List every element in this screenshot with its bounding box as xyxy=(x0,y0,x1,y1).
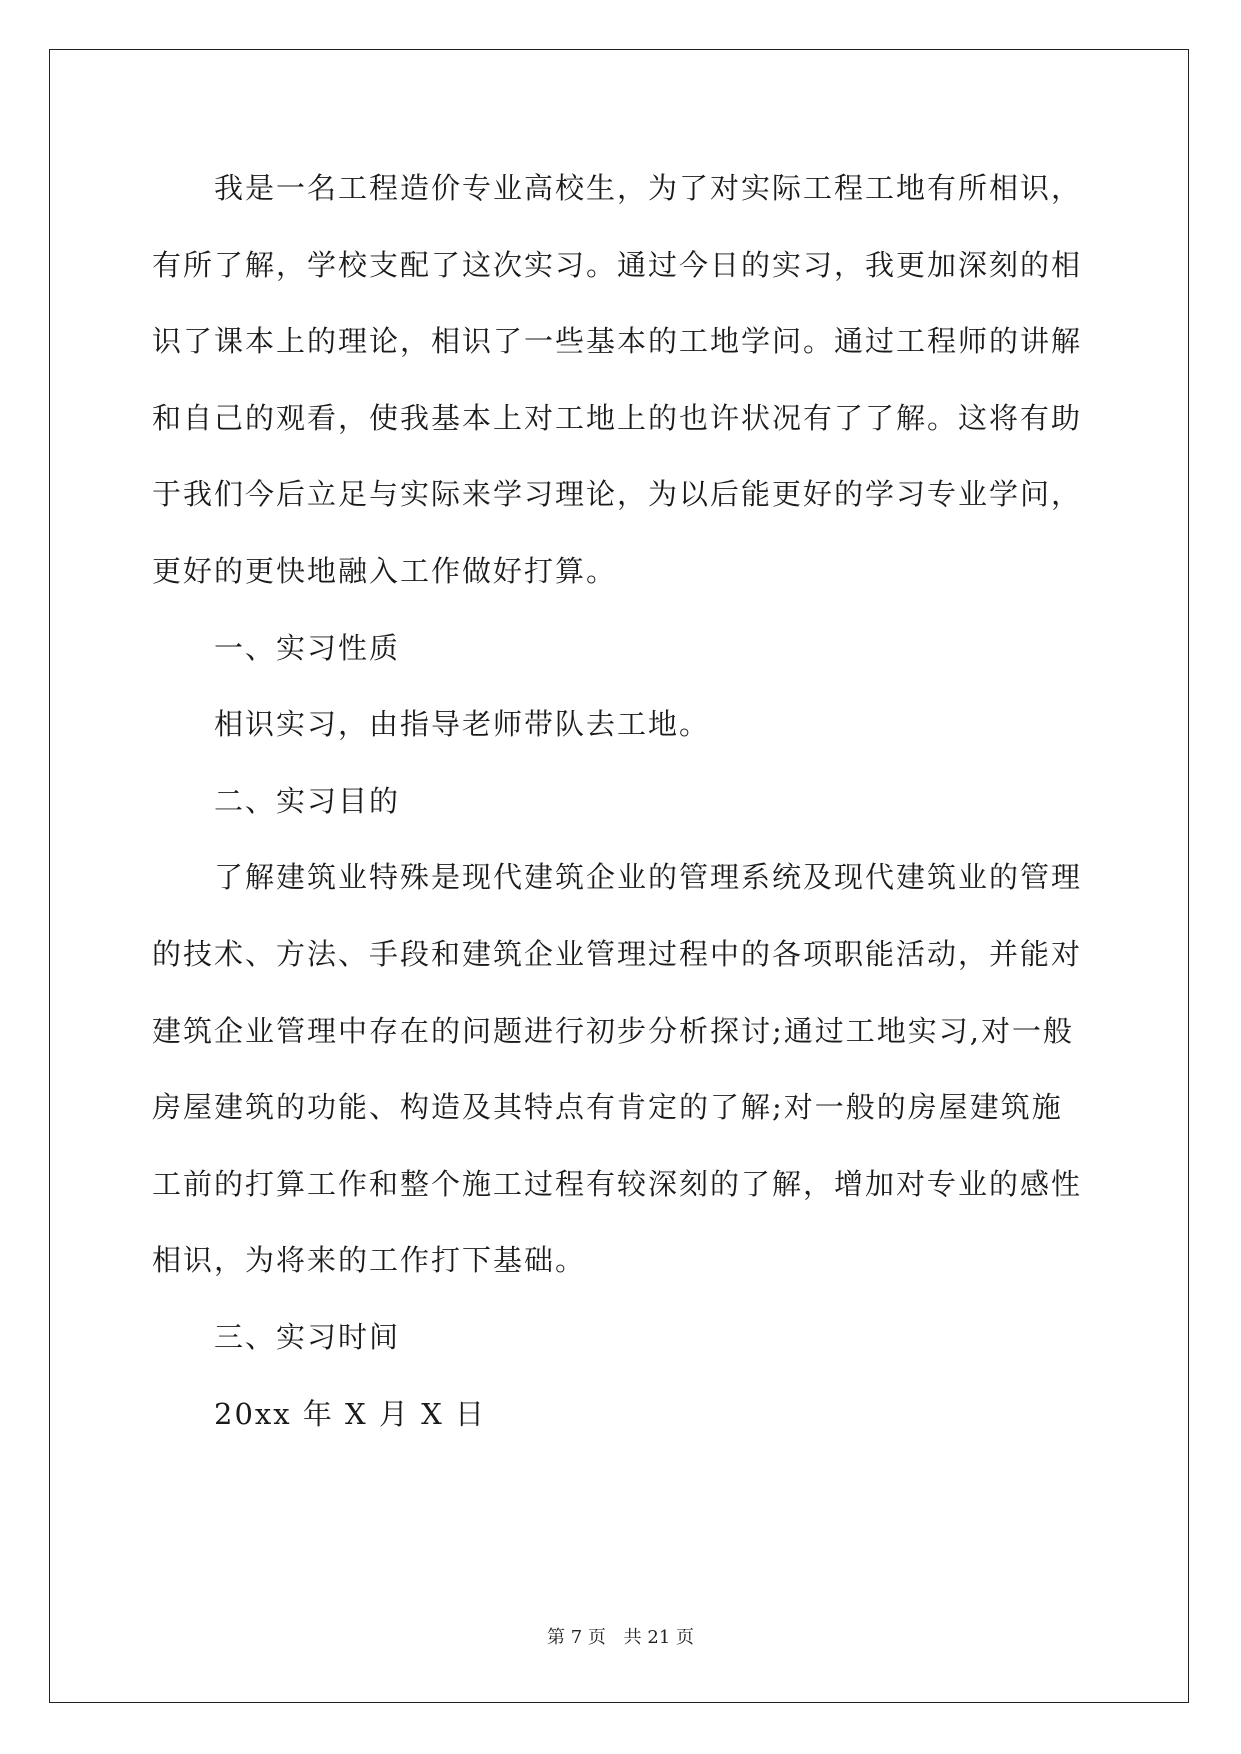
text-line: 有所了解，学校支配了这次实习。通过今日的实习，我更加深刻的相 xyxy=(152,247,1083,282)
text-line: 于我们今后立足与实际来学习理论，为以后能更好的学习专业学问， xyxy=(152,477,1083,512)
page-footer xyxy=(0,1623,1241,1649)
heading-internship-time xyxy=(152,1299,1087,1376)
text-line: 识了课本上的理论，相识了一些基本的工地学问。通过工程师的讲解 xyxy=(152,324,1083,359)
text-line: 20xx 年 X 月 X 日 xyxy=(214,1396,486,1431)
section-heading: 三、实习时间 xyxy=(214,1319,401,1354)
heading-internship-purpose xyxy=(152,763,1087,840)
text-line: 工前的打算工作和整个施工过程有较深刻的了解，增加对专业的感性 xyxy=(152,1166,1083,1201)
section-heading: 二、实习目的 xyxy=(214,783,401,818)
text-line: 建筑企业管理中存在的问题进行初步分析探讨;通过工地实习,对一般 xyxy=(152,1013,1074,1048)
text-line: 的技术、方法、手段和建筑企业管理过程中的各项职能活动，并能对 xyxy=(152,936,1083,971)
text-line: 了解建筑业特殊是现代建筑企业的管理系统及现代建筑业的管理 xyxy=(214,860,1083,895)
text-line: 房屋建筑的功能、构造及其特点有肯定的了解;对一般的房屋建筑施 xyxy=(152,1090,1063,1125)
text-line: 更好的更快地融入工作做好打算。 xyxy=(152,553,618,588)
paragraph-nature xyxy=(152,686,1087,763)
text-line: 和自己的观看，使我基本上对工地上的也许状况有了了解。这将有助 xyxy=(152,400,1083,435)
document-body xyxy=(152,150,1087,1452)
page-number: 第 7 页 xyxy=(547,1627,606,1648)
text-line: 相识，为将来的工作打下基础。 xyxy=(152,1243,587,1278)
text-line: 我是一名工程造价专业高校生，为了对实际工程工地有所相识， xyxy=(214,171,1083,205)
text-line: 相识实习，由指导老师带队去工地。 xyxy=(214,707,711,742)
paragraph-intro xyxy=(152,150,1087,610)
heading-internship-nature xyxy=(152,610,1087,687)
page-total: 共 21 页 xyxy=(623,1627,694,1648)
paragraph-purpose xyxy=(152,839,1087,1299)
paragraph-date xyxy=(152,1376,1087,1453)
section-heading: 一、实习性质 xyxy=(214,630,401,665)
